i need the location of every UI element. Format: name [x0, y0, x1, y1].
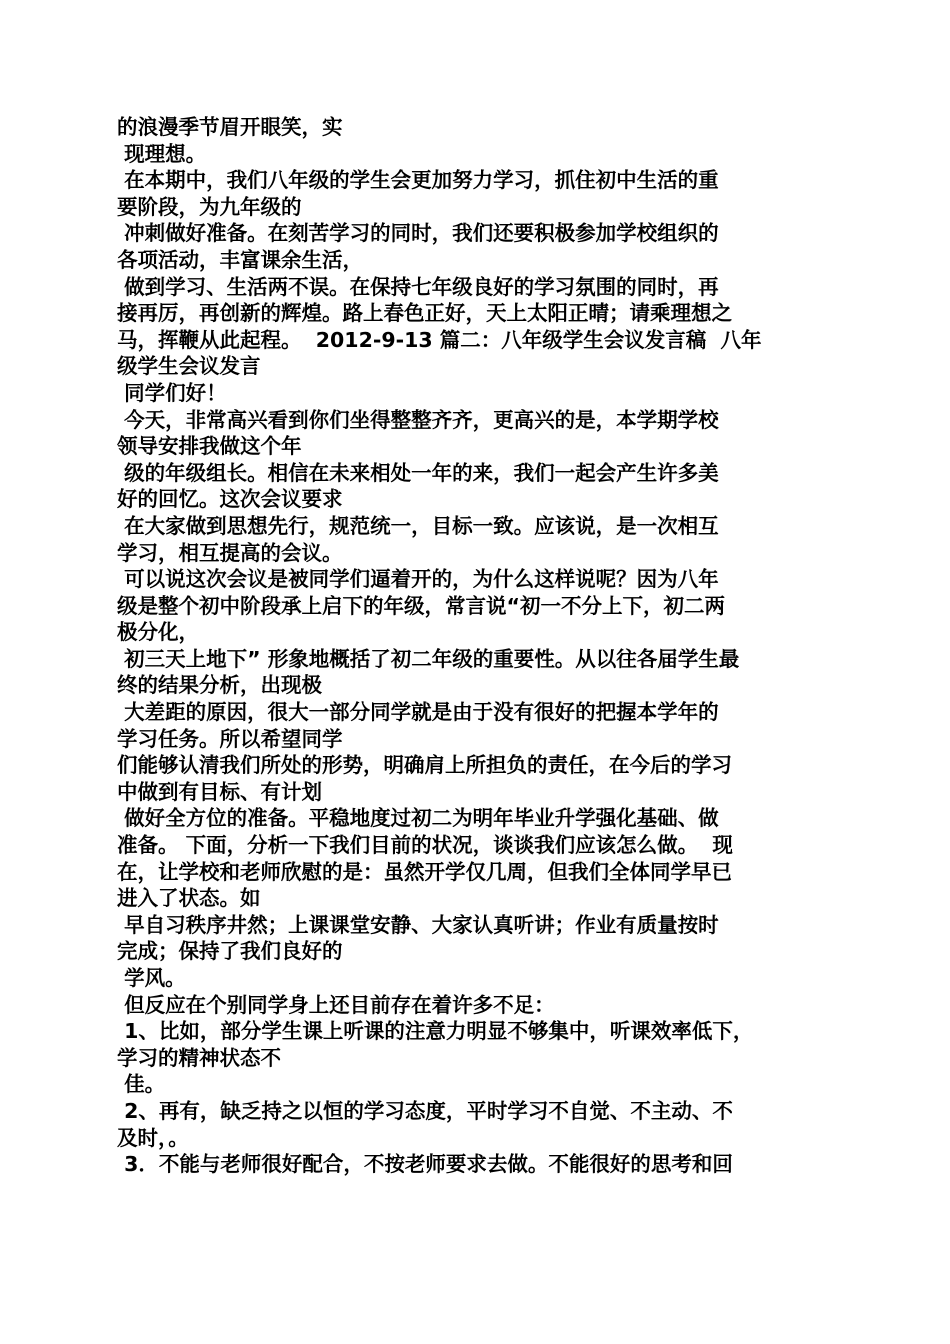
- text-line: 的浪漫季节眉开眼笑，实: [117, 115, 343, 139]
- text-line: 今天，非常高兴看到你们坐得整整齐齐，更高兴的是，本学期学校: [117, 407, 719, 432]
- text-line: 级的年级组长。相信在未来相处一年的来，我们一起会产生许多美: [117, 460, 719, 485]
- text-line: 完成；保持了我们良好的: [117, 939, 343, 964]
- text-line: 在本期中，我们八年级的学生会更加努力学习，抓住初中生活的重: [117, 168, 719, 193]
- text-line: 学风。: [117, 966, 186, 990]
- text-line: 做好全方位的准备。平稳地度过初二为明年毕业升学强化基础、做: [117, 806, 719, 831]
- text-line: 级是整个初中阶段承上启下的年级，常言说“初一不分上下，初二两: [117, 593, 725, 618]
- text-line: 马，挥鞭从此起程。 2012-9-13 篇二：八年级学生会议发言稿 八年: [117, 327, 762, 352]
- text-line: 初三天上地下” 形象地概括了初二年级的重要性。从以往各届学生最: [117, 646, 740, 671]
- text-line: 1、比如，部分学生课上听课的注意力明显不够集中，听课效率低下，: [117, 1019, 754, 1044]
- text-line: 学习的精神状态不: [117, 1045, 281, 1070]
- text-line: 接再厉，再创新的辉煌。路上春色正好，天上太阳正晴；请乘理想之: [117, 301, 732, 326]
- text-line: 好的回忆。这次会议要求: [117, 487, 343, 512]
- text-line: 同学们好！: [117, 380, 227, 405]
- text-line: 但反应在个别同学身上还目前存在着许多不足：: [117, 992, 555, 1017]
- text-line: 要阶段，为九年级的: [117, 194, 302, 219]
- text-line: 在，让学校和老师欣慰的是：虽然开学仅几周，但我们全体同学早已: [117, 859, 732, 884]
- text-line: 早自习秩序井然；上课课堂安静、大家认真听讲；作业有质量按时: [117, 912, 719, 937]
- text-line: 准备。 下面，分析一下我们目前的状况，谈谈我们应该怎么做。 现: [117, 833, 733, 858]
- text-line: 进入了状态。如: [117, 886, 261, 911]
- text-line: 做到学习、生活两不误。在保持七年级良好的学习氛围的同时，再: [117, 274, 719, 299]
- text-line: 极分化，: [117, 620, 199, 645]
- text-line: 现理想。: [117, 141, 207, 166]
- text-line: 冲刺做好准备。在刻苦学习的同时，我们还要积极参加学校组织的: [117, 221, 719, 246]
- text-line: 学习，相互提高的会议。: [117, 540, 343, 565]
- text-line: 2、再有，缺乏持之以恒的学习态度，平时学习不自觉、不主动、不: [117, 1098, 733, 1123]
- text-line: 佳。: [117, 1072, 166, 1097]
- text-line: 3．不能与老师很好配合，不按老师要求去做。不能很好的思考和回: [117, 1152, 733, 1177]
- text-line: 终的结果分析，出现极: [117, 673, 322, 698]
- text-line: 各项活动，丰富课余生活，: [117, 247, 363, 272]
- text-line: 级学生会议发言: [117, 354, 261, 379]
- text-line: 可以说这次会议是被同学们逼着开的，为什么这样说呢？因为八年: [117, 567, 719, 592]
- text-line: 大差距的原因，很大一部分同学就是由于没有很好的把握本学年的: [117, 700, 719, 725]
- text-line: 们能够认清我们所处的形势，明确肩上所担负的责任，在今后的学习: [117, 753, 732, 778]
- text-line: 在大家做到思想先行，规范统一，目标一致。应该说，是一次相互: [117, 513, 719, 538]
- text-line: 及时，。: [117, 1125, 189, 1150]
- text-line: 领导安排我做这个年: [117, 434, 302, 459]
- document-body: [117, 114, 847, 1178]
- text-line: 学习任务。所以希望同学: [117, 726, 343, 751]
- text-line: 中做到有目标、有计划: [117, 779, 322, 804]
